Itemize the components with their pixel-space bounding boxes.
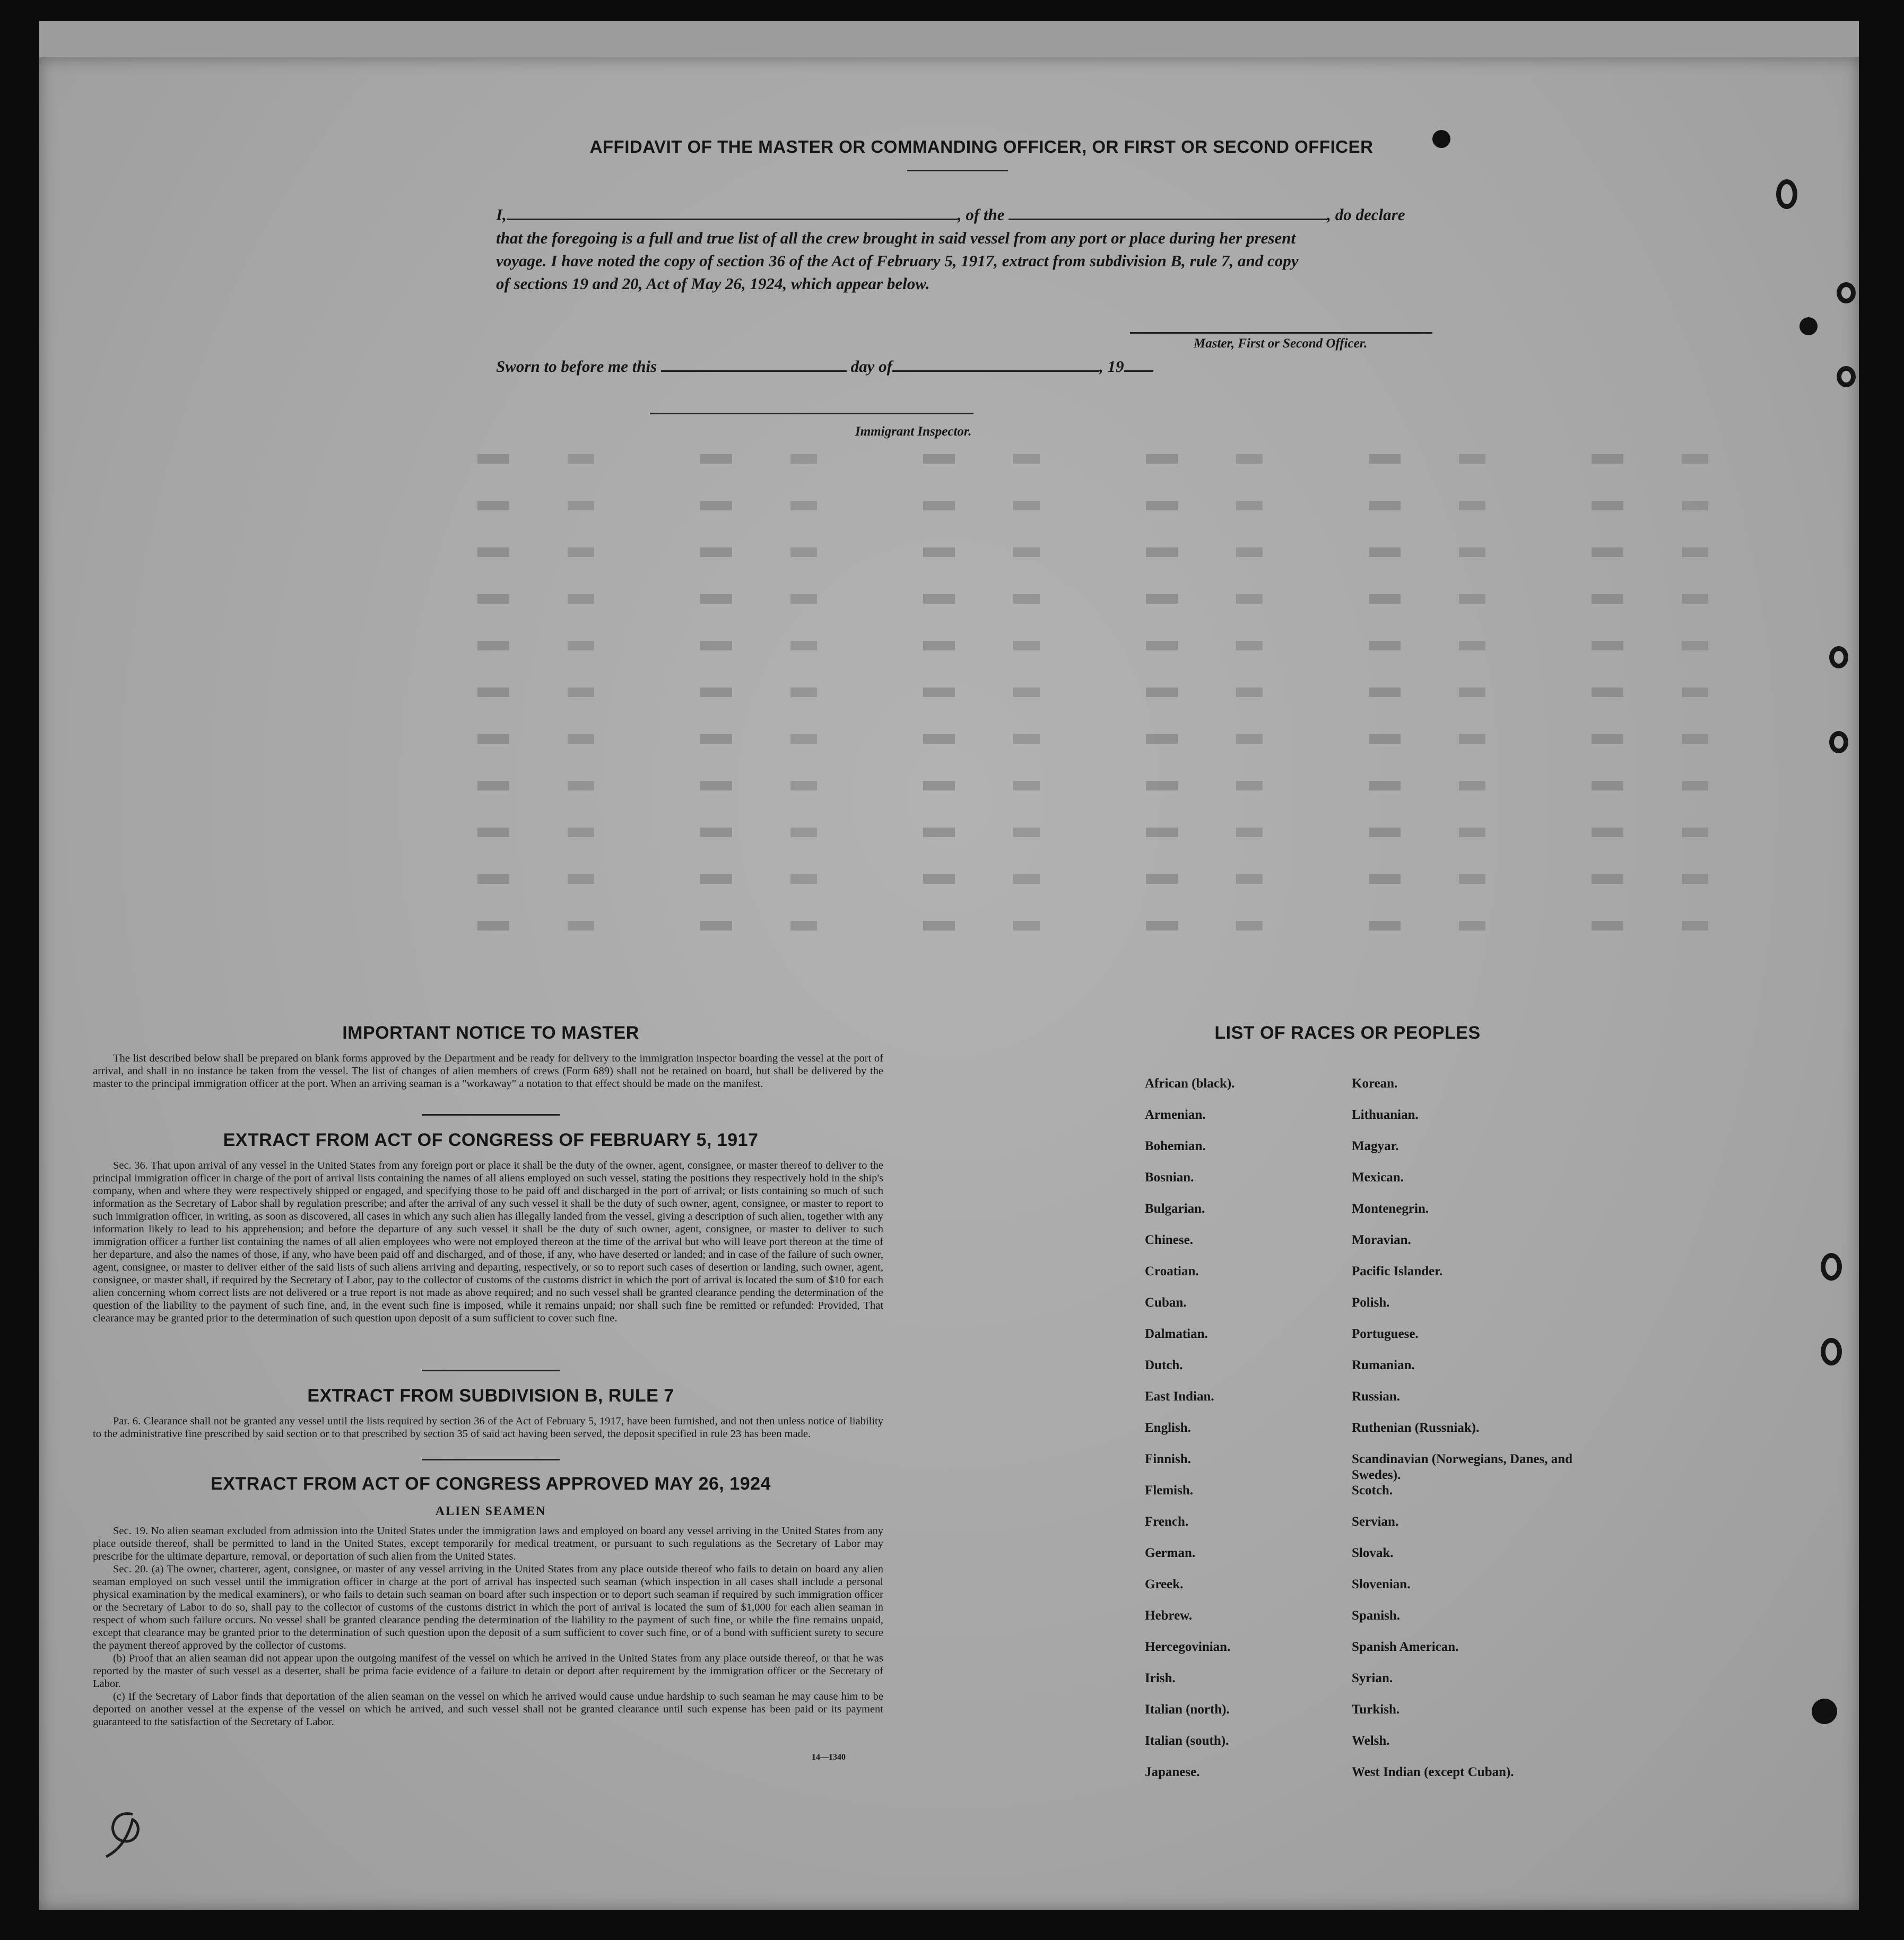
race-item: Portuguese. — [1352, 1327, 1419, 1341]
vessel-name-field[interactable] — [1008, 206, 1327, 220]
section-20b-paragraph: (b) Proof that an alien seaman did not appear upon the outgoing manifest of the vessel on which he arrived in the United States from any place outside thereof, or that he was reported by the master of such vessel as a deserter, shall be prima facie evidence of a failure to detain or deport after requirement by the immigration officer or the Secretary of Labor. — [93, 1652, 883, 1690]
sworn-day-label: day of — [850, 357, 892, 376]
races-title: LIST OF RACES OR PEOPLES — [1214, 1023, 1481, 1043]
section-rule — [422, 1114, 560, 1116]
race-item: African (black). — [1145, 1076, 1235, 1091]
race-item: West Indian (except Cuban). — [1352, 1765, 1514, 1779]
race-item: Ruthenian (Russniak). — [1352, 1421, 1480, 1435]
section-19-paragraph: Sec. 19. No alien seaman excluded from admission into the United States under the immigration laws and employed on board any vessel arriving in the United States from any place outside thereof, shall be permitted to land in the United States, except temporarily for medical treatment, or pursuant to such regulations as the Secretary of Labor may prescribe for the ultimate departure, removal, or deportation of such alien from the United States. — [93, 1525, 883, 1562]
race-item: Flemish. — [1145, 1483, 1193, 1498]
race-item: Cuban. — [1145, 1295, 1187, 1310]
race-item: Spanish American. — [1352, 1640, 1459, 1654]
race-item: Japanese. — [1145, 1765, 1200, 1779]
race-item: Welsh. — [1352, 1734, 1390, 1748]
declarant-prefix: I, — [496, 205, 507, 224]
race-item: Irish. — [1145, 1671, 1176, 1685]
notice-paragraph: The list described below shall be prepared on blank forms approved by the Department and be ready for delivery to the immigration inspector boarding the vessel at the port of arrival, and shall in no instance be taken from the vessel. The list of changes of alien members of crews (Form 689) shall not be retained on board, but shall be delivered by the master to the principal immigration officer at the port. When an arriving seaman is a "workaway" a notation to that effect should be made on the manifest. — [93, 1052, 883, 1090]
handwritten-mark — [95, 1804, 159, 1874]
race-item: Bohemian. — [1145, 1139, 1206, 1153]
inspector-signature-label: Immigrant Inspector. — [855, 424, 972, 439]
section-rule — [422, 1459, 560, 1460]
race-item: English. — [1145, 1421, 1191, 1435]
race-item: Armenian. — [1145, 1108, 1206, 1122]
notice-title: IMPORTANT NOTICE TO MASTER — [342, 1023, 639, 1043]
race-item: Hebrew. — [1145, 1608, 1193, 1623]
race-item: French. — [1145, 1515, 1189, 1529]
race-item: Dutch. — [1145, 1358, 1183, 1372]
form-number: 14—1340 — [812, 1753, 846, 1762]
sworn-prefix: Sworn to before me this — [496, 357, 657, 376]
races-left-column — [1145, 1076, 1325, 1796]
extract-1917-text — [93, 1159, 883, 1325]
affidavit-line-4: of sections 19 and 20, Act of May 26, 1924, which appear below. — [496, 274, 930, 293]
scanner-top-edge — [39, 21, 1859, 59]
extract-1924-title: EXTRACT FROM ACT OF CONGRESS APPROVED MAY 26, 1924 — [211, 1474, 771, 1494]
race-item: Finnish. — [1145, 1452, 1191, 1466]
race-item: Rumanian. — [1352, 1358, 1415, 1372]
race-item: Scandinavian (Norwegians, Danes, and Swedes). — [1352, 1452, 1573, 1482]
race-item: East Indian. — [1145, 1389, 1214, 1404]
race-item: Servian. — [1352, 1515, 1399, 1529]
rule-b7-text — [93, 1415, 883, 1440]
race-item: Moravian. — [1352, 1233, 1411, 1247]
sworn-year-field[interactable] — [1124, 358, 1153, 372]
binder-ring — [1837, 282, 1856, 303]
inspector-signature-line[interactable] — [650, 413, 973, 414]
section-20a-paragraph: Sec. 20. (a) The owner, charterer, agent, consignee, or master of any vessel arriving in the United States from any place outside thereof who fails to detain on board any alien seaman employed on such vessel until the immigration officer in charge at the port of arrival has inspected such seaman (which inspection in all cases shall include a personal physical examination by the medical examiners), or who fails to detain such seaman on board after such inspection or to deport such seaman if required by such immigration officer or the Secretary of Labor to do so, shall pay to the collector of customs of the customs district in which the port of arrival is located the sum of $1,000 for each alien seaman in respect of whom such failure occurs. No vessel shall be granted clearance pending the determination of the liability to the payment of such fine, or while the fine remains unpaid, except that clearance may be granted prior to the determination of such question upon the deposit of a sum sufficient to cover such fine, or of a bond with sufficient surety to secure the payment thereof approved by the collector of customs. — [93, 1563, 883, 1651]
extract-1917-title: EXTRACT FROM ACT OF CONGRESS OF FEBRUARY 5, 1917 — [223, 1130, 759, 1150]
declare-suffix: , do declare — [1327, 205, 1405, 224]
sworn-month-field[interactable] — [892, 358, 1099, 372]
race-item: Greek. — [1145, 1577, 1184, 1591]
sworn-year-label: , 19 — [1099, 357, 1124, 376]
declarant-name-field[interactable] — [507, 206, 958, 220]
vessel-prefix: , of the — [957, 205, 1005, 224]
master-signature-label: Master, First or Second Officer. — [1194, 336, 1368, 351]
notice-text — [93, 1052, 883, 1090]
race-item: Chinese. — [1145, 1233, 1193, 1247]
master-signature-line[interactable] — [1130, 332, 1432, 334]
race-item: Pacific Islander. — [1352, 1264, 1443, 1278]
sworn-line — [496, 355, 1292, 378]
rule-b7-title: EXTRACT FROM SUBDIVISION B, RULE 7 — [307, 1386, 674, 1406]
section-20c-paragraph: (c) If the Secretary of Labor finds that deportation of the alien seaman on the vessel on which he arrived would cause undue hardship to such seaman he may cause him to be deported on another vessel at the expense of the vessel on which he arrived, and such vessel shall not be granted clearance until such expense has been paid or its payment guaranteed to the satisfaction of the Secretary of Labor. — [93, 1691, 883, 1728]
race-item: Korean. — [1352, 1076, 1398, 1091]
affidavit-title: AFFIDAVIT OF THE MASTER OR COMMANDING OFFICER, OR FIRST OR SECOND OFFICER — [589, 137, 1373, 156]
binder-ring — [1821, 1253, 1842, 1281]
race-item: Italian (north). — [1145, 1702, 1230, 1717]
race-item: Syrian. — [1352, 1671, 1393, 1685]
par-6-paragraph: Par. 6. Clearance shall not be granted any vessel until the lists required by section 36 of the Act of February 5, 1917, have been furnished, and not then unless notice of liability to the administrative fine prescribed by said section or to that prescribed by section 35 of said act having been served, the deposit specified in rule 23 has been made. — [93, 1415, 883, 1440]
title-rule — [907, 170, 1008, 171]
race-item: Dalmatian. — [1145, 1327, 1208, 1341]
alien-seamen-subtitle: ALIEN SEAMEN — [435, 1504, 546, 1518]
race-item: Spanish. — [1352, 1608, 1401, 1623]
section-36-paragraph: Sec. 36. That upon arrival of any vessel in the United States from any foreign port or place it shall be the duty of the owner, agent, consignee, or master thereof to deliver to the principal immigration officer in charge of the port of arrival lists containing the names of all aliens employed on such vessel, stating the positions they respectively hold in the ship's company, when and where they were respectively shipped or engaged, and specifying those to be paid off and discharged in the port of arrival; or lists containing so much of such information as the Secretary of Labor shall by regulation prescribe; and after the arrival of any such vessel it shall be the duty of such owner, agent, consignee, or master to report to such immigration officer, in writing, as soon as discovered, all cases in which any such alien has illegally landed from the vessel, giving a description of such alien, together with any information likely to lead to his apprehension; and before the departure of any such vessel it shall be the duty of such owner, agent, consignee, or master to deliver to such immigration officer a further list containing the names of all alien employees who were not employed thereon at the time of the arrival but who will leave port thereon at the time of her departure, and also the names of those, if any, who have been paid off and discharged, and of those, if any, who have deserted or landed; and in case of the failure of such owner, agent, consignee, or master to deliver either of the said lists of such aliens arriving and departing, respectively, or so to report such cases of desertion or landing, such owner, agent, consignee, or master shall, if required by the Secretary of Labor, pay to the collector of customs of the customs district in which the port of arrival is located the sum of $10 for each alien concerning whom correct lists are not delivered or a true report is not made as above required; and no such vessel shall be granted clearance pending the determination of the question of the liability to the payment of such fine, and, in the event such fine is imposed, while it remains unpaid; nor shall such fine be remitted or refunded: Provided, That clearance may be granted prior to the determination of such question upon deposit of a sum sufficient to cover such fine. — [93, 1160, 883, 1324]
race-item: Bosnian. — [1145, 1170, 1194, 1185]
race-item: Italian (south). — [1145, 1734, 1229, 1748]
race-item: Slovak. — [1352, 1546, 1394, 1560]
race-item: Lithuanian. — [1352, 1108, 1419, 1122]
binder-ring — [1837, 366, 1856, 387]
affidavit-line-1 — [496, 204, 1467, 226]
race-item: Slovenian. — [1352, 1577, 1411, 1591]
race-item: Bulgarian. — [1145, 1202, 1205, 1216]
extract-1924-text — [93, 1525, 883, 1728]
race-item: Scotch. — [1352, 1483, 1393, 1498]
race-item: Montenegrin. — [1352, 1202, 1429, 1216]
binder-ring — [1776, 179, 1797, 209]
race-item: Russian. — [1352, 1389, 1401, 1404]
sworn-day-field[interactable] — [661, 358, 847, 372]
binder-ring — [1821, 1338, 1842, 1365]
binder-ring — [1829, 731, 1848, 753]
race-item: Magyar. — [1352, 1139, 1399, 1153]
punch-hole — [1799, 317, 1818, 335]
race-item: Turkish. — [1352, 1702, 1400, 1717]
race-item: German. — [1145, 1546, 1196, 1560]
binder-ring — [1829, 646, 1848, 668]
race-item: Mexican. — [1352, 1170, 1404, 1185]
bleed-through-rows — [477, 440, 1804, 971]
race-item: Polish. — [1352, 1295, 1390, 1310]
race-item: Hercegovinian. — [1145, 1640, 1231, 1654]
section-rule — [422, 1370, 560, 1371]
races-right-column — [1352, 1076, 1601, 1796]
race-item: Croatian. — [1145, 1264, 1199, 1278]
affidavit-line-3: voyage. I have noted the copy of section 36 of the Act of February 5, 1917, extract from subdivision B, rule 7, and copy — [496, 251, 1299, 270]
punch-hole — [1812, 1699, 1837, 1724]
affidavit-line-2: that the foregoing is a full and true list of all the crew brought in said vessel from any port or place during her present — [496, 229, 1296, 247]
